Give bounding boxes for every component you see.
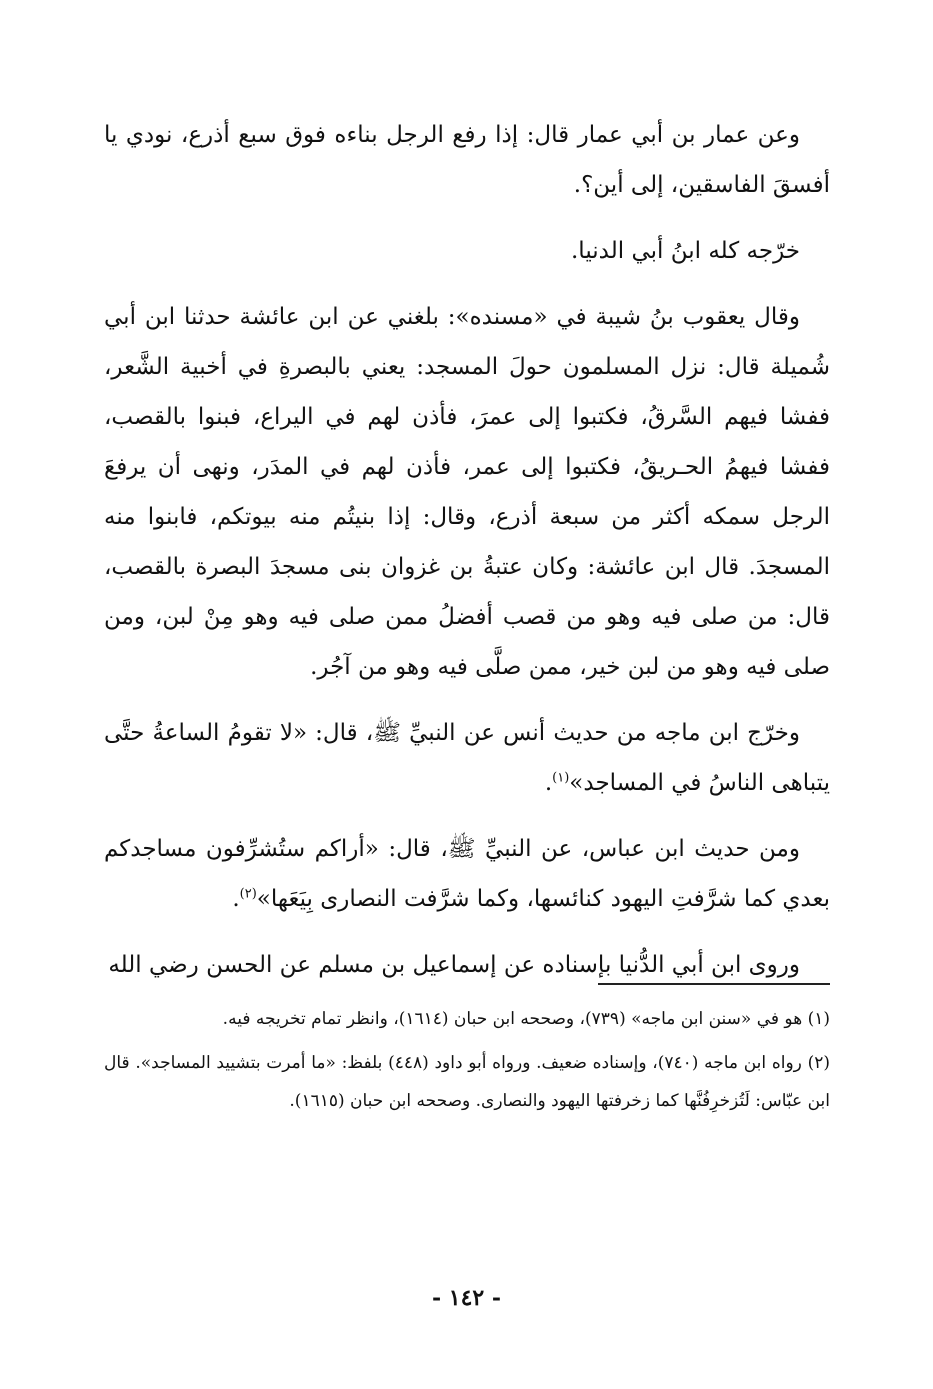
- paragraph-4: [104, 708, 830, 808]
- footnote-ref-2[interactable]: (٢): [239, 886, 257, 902]
- footnotes: [104, 1000, 830, 1126]
- paragraph-4-text: وخرّج ابن ماجه من حديث أنس عن النبيِّ ﷺ، قال: «لا تقومُ الساعةُ حتَّى يتباهى الناسُ في المساجد»: [104, 720, 830, 796]
- paragraph-2: خرّجه كله ابنُ أبي الدنيا.: [571, 238, 800, 264]
- page-number: - ١٤٢ -: [431, 1285, 502, 1311]
- paragraph-3-text: وقال يعقوب بنُ شيبة في «مسنده»: بلغني عن ابن عائشة حدثنا ابن أبي شُميلة قال: نزل المسلمون حولَ المسجد: يعني بالبصرةِ في أخبية الشَّعر، ففشا فيهم السَّرقُ، فكتبوا إلى عمرَ، فأذن لهم في اليراع، فبنوا بالقصب، ففشا فيهمُ الحـريقُ، فكتبوا إلى عمر، فأذن لهم في المدَر، ونهى أن يرفعَ الرجل سمكه أكثر من سبعة أذرع، وقال: إذا بنيتُم منه بيوتكم، فابنوا منه المسجدَ.: [104, 304, 830, 580]
- main-text: [104, 110, 830, 1006]
- paragraph-1: وعن عمار بن أبي عمار قال: إذا رفع الرجل بناءه فوق سبع أذرع، نودي يا أفسقَ الفاسقين، إلى أين؟.: [104, 122, 830, 198]
- footnote-1: (١) هو في «سنن ابن ماجه» (٧٣٩)، وصححه ابن حبان (١٦١٤)، وانظر تمام تخريجه فيه.: [222, 1009, 830, 1029]
- paragraph-5: [104, 824, 830, 924]
- paragraph-6: وروى ابن أبي الدُّنيا بإسناده عن إسماعيل بن مسلم عن الحسن رضي الله: [108, 952, 800, 978]
- footnote-ref-1[interactable]: (١): [552, 770, 570, 786]
- footnote-divider: [598, 983, 830, 985]
- paragraph-3: [104, 292, 830, 692]
- footnote-2: (٢) رواه ابن ماجه (٧٤٠)، وإسناده ضعيف. ورواه أبو داود (٤٤٨) بلفظ: «ما أمرت بتشييد المساجد». قال ابن عبّاس: لَتُزخرِفُنَّها كما زخرفتها اليهود والنصارى. وصححه ابن حبان (١٦١٥).: [104, 1053, 830, 1111]
- paragraph-5-end: .: [232, 886, 240, 912]
- paragraph-3-continuation: قال ابن عائشة: وكان عتبةُ بن غزوان بنى مسجدَ البصرة بالقصب، قال: من صلى فيه وهو من قصب أفضلُ ممن صلى فيه وهو مِنْ لبن، ومن صلى فيه وهو من لبن خير، ممن صلَّى فيه وهو من آجُر.: [104, 554, 830, 680]
- paragraph-4-end: .: [544, 770, 553, 796]
- paragraph-5-text: ومن حديث ابن عباس، عن النبيِّ ﷺ، قال: «أراكم ستُشرِّفون مساجدكم بعدي كما شرَّفتِ اليهود كنائسها، وكما شرَّفت النصارى بِيَعَها»: [104, 836, 830, 912]
